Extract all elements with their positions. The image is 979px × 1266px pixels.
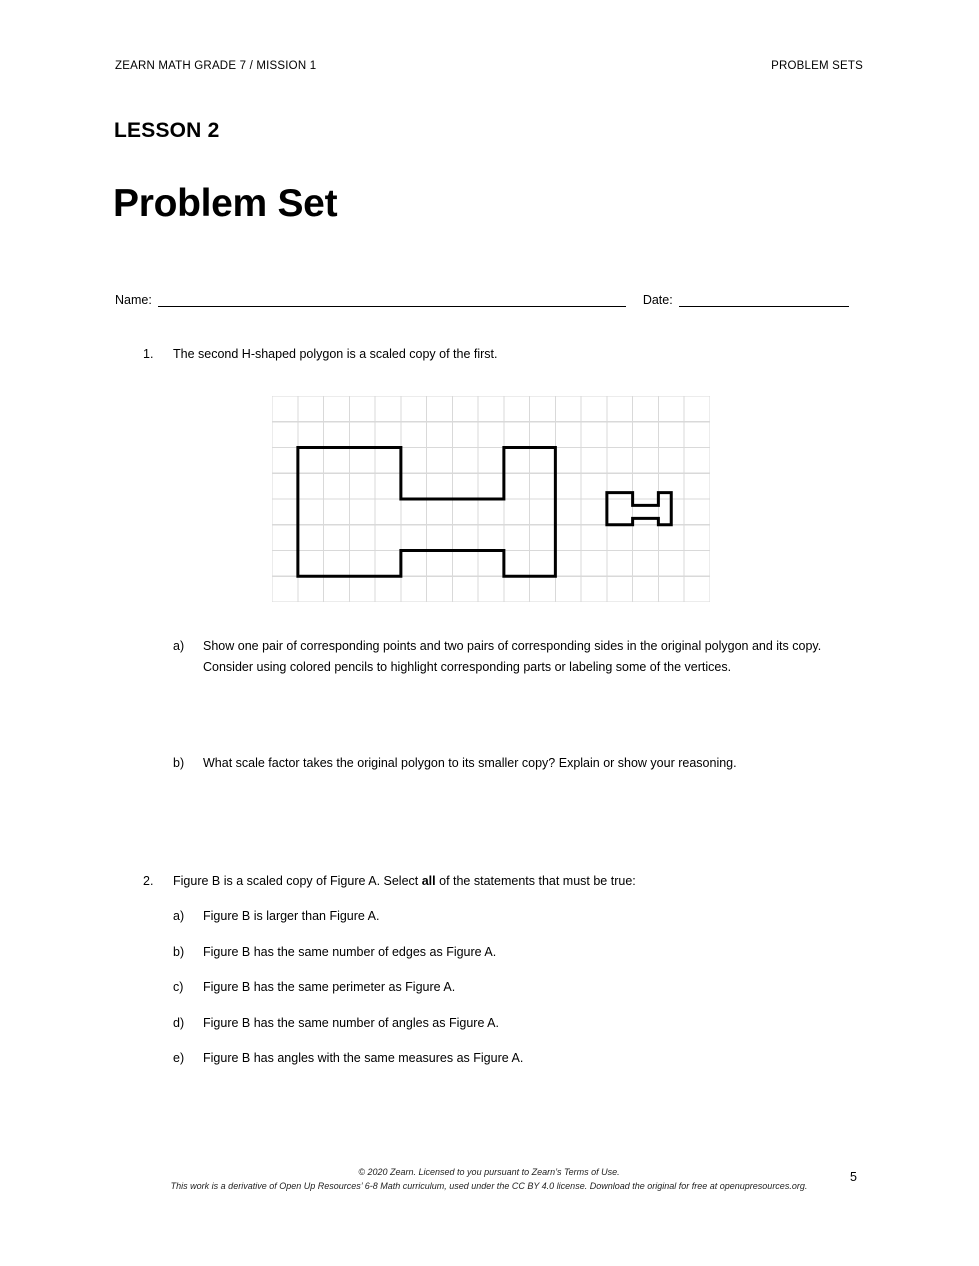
date-blank-line — [679, 292, 849, 307]
page-title: Problem Set — [113, 182, 338, 225]
polygon-grid-svg — [272, 396, 710, 602]
option-d-label: d) — [173, 1016, 185, 1030]
problem-1a — [173, 636, 855, 677]
problem-2-text-prefix: Figure B is a scaled copy of Figure A. Select — [173, 874, 422, 888]
footer-line-2: This work is a derivative of Open Up Resources’ 6-8 Math curriculum, used under the CC BY 4.0 license. Download the original for free at openupresources.org. — [170, 1181, 808, 1191]
problem-1b — [173, 753, 855, 774]
option-b-text: Figure B has the same number of edges as Figure A. — [203, 945, 497, 959]
option-a-text: Figure B is larger than Figure A. — [203, 909, 380, 923]
problem-2-option-e — [173, 1048, 523, 1069]
problem-1-text: The second H-shaped polygon is a scaled copy of the first. — [173, 347, 498, 361]
problem-2-text — [173, 871, 636, 892]
lesson-heading: LESSON 2 — [114, 119, 220, 142]
option-b-label: b) — [173, 945, 185, 959]
problem-1a-text: Show one pair of corresponding points and two pairs of corresponding sides in the original polygon and its copy. Consider using colored pencils to highlight corresponding parts or labeling some of the vertices. — [203, 639, 822, 674]
problem-2-text-bold: all — [421, 874, 436, 888]
scaled-copy-h-polygon — [607, 493, 671, 525]
footer — [115, 1165, 863, 1193]
polygon-grid-figure — [272, 396, 710, 602]
header-right-text: PROBLEM SETS — [771, 60, 863, 72]
name-date-row — [115, 292, 849, 307]
name-blank-line — [158, 292, 626, 307]
date-label: Date: — [642, 293, 673, 307]
footer-line-1: © 2020 Zearn. Licensed to you pursuant to Zearn’s Terms of Use. — [358, 1167, 620, 1177]
option-e-label: e) — [173, 1051, 185, 1065]
option-d-text: Figure B has the same number of angles as Figure A. — [203, 1016, 499, 1030]
problem-1b-label: b) — [173, 756, 185, 770]
option-c-label: c) — [173, 980, 184, 994]
problem-1a-label: a) — [173, 639, 185, 653]
problem-2-option-a — [173, 906, 379, 927]
page-header — [115, 60, 863, 72]
option-a-label: a) — [173, 909, 185, 923]
page-number: 5 — [850, 1170, 857, 1184]
option-c-text: Figure B has the same perimeter as Figure A. — [203, 980, 456, 994]
option-e-text: Figure B has angles with the same measures as Figure A. — [203, 1051, 524, 1065]
problem-1b-text: What scale factor takes the original polygon to its smaller copy? Explain or show your reasoning. — [203, 756, 737, 770]
problem-2-option-c — [173, 977, 455, 998]
problem-1 — [143, 344, 498, 365]
name-label: Name: — [115, 293, 152, 307]
problem-1-number: 1. — [143, 347, 154, 361]
header-left-text: ZEARN MATH GRADE 7 / MISSION 1 — [115, 60, 317, 72]
problem-2-number: 2. — [143, 874, 154, 888]
problem-2 — [143, 871, 636, 892]
problem-2-option-d — [173, 1013, 499, 1034]
problem-2-option-b — [173, 942, 496, 963]
problem-2-text-suffix: of the statements that must be true: — [435, 874, 636, 888]
